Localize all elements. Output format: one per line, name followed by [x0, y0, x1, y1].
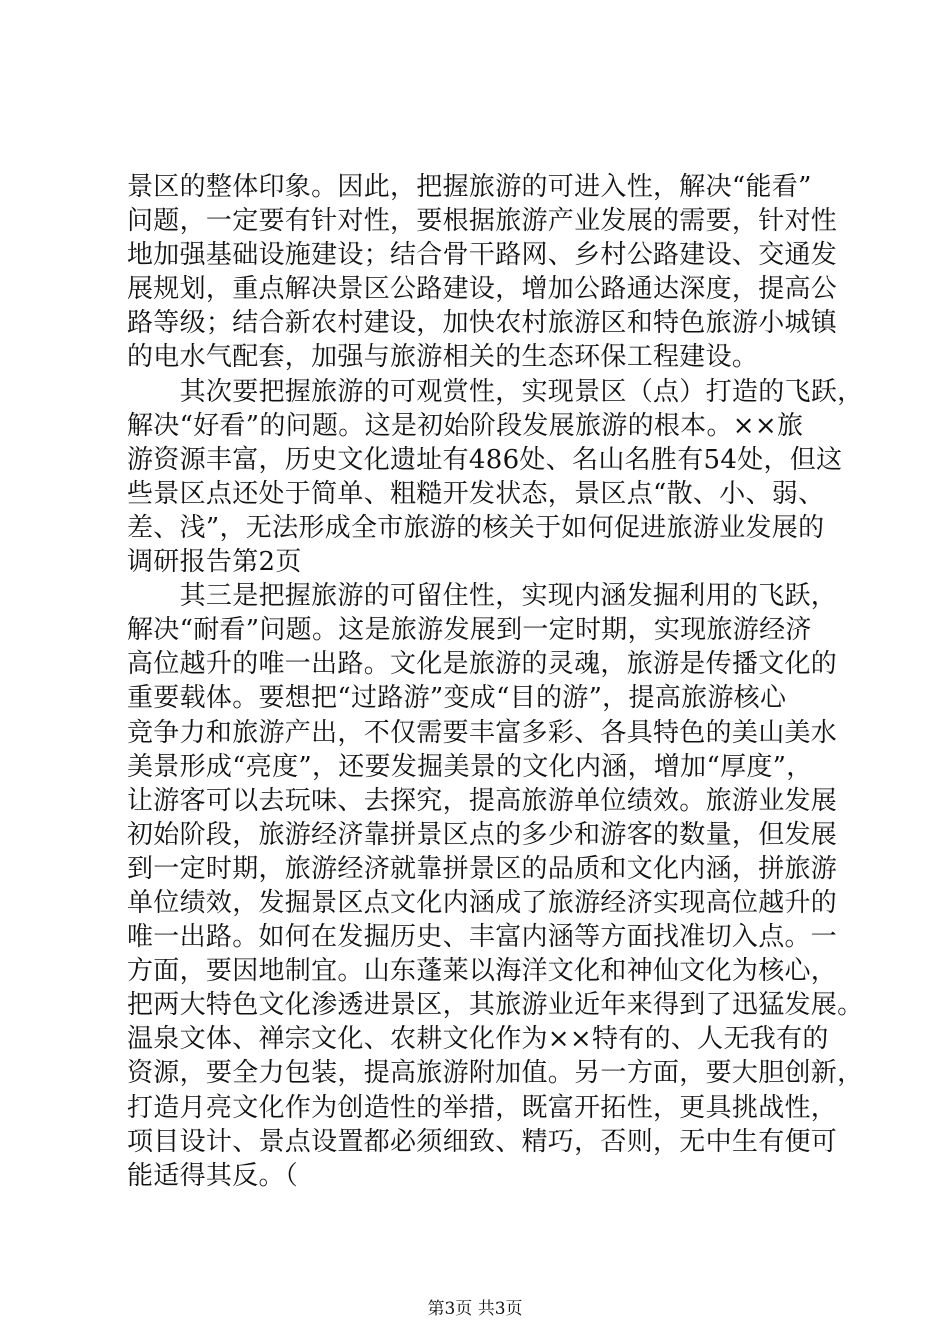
text-line: 单位绩效，发掘景区点文化内涵成了旅游经济实现高位越升的: [127, 887, 838, 918]
text-line: 把两大特色文化渗透进景区，其旅游业近年来得到了迅猛发展。: [127, 990, 864, 1021]
text-line: 让游客可以去玩味、去探究，提高旅游单位绩效。旅游业发展: [127, 785, 838, 816]
text-line: 项目设计、景点设置都必须细致、精巧，否则，无中生有便可: [127, 1126, 838, 1157]
text-line: 问题，一定要有针对性，要根据旅游产业发展的需要，针对性: [127, 206, 838, 237]
text-line: 景区的整体印象。因此，把握旅游的可进入性，解决“能看”: [127, 172, 812, 202]
text-line: 资源，要全力包装，提高旅游附加值。另一方面，要大胆创新，: [127, 1058, 864, 1089]
text-line: 能适得其反。（: [127, 1160, 299, 1191]
text-line: 重要载体。要想把“过路游”变成“目的游”，提高旅游核心: [127, 683, 787, 714]
text-line: 温泉文体、禅宗文化、农耕文化作为××特有的、人无我有的: [127, 1024, 829, 1055]
text-line: 调研报告第2页: [127, 547, 302, 578]
text-line: 些景区点还处于简单、粗糙开发状态，景区点“散、小、弱、: [127, 478, 825, 509]
text-line: 唯一出路。如何在发掘历史、丰富内涵等方面找准切入点。一: [127, 922, 838, 953]
text-line: 其次要把握旅游的可观赏性，实现景区（点）打造的飞跃，: [127, 376, 864, 407]
page-footer: [0, 1299, 950, 1319]
text-line: 路等级；结合新农村建设，加快农村旅游区和特色旅游小城镇: [127, 308, 838, 339]
text-line: 游资源丰富，历史文化遗址有486处、名山名胜有54处，但这: [127, 444, 843, 475]
text-line: 的电水气配套，加强与旅游相关的生态环保工程建设。: [127, 342, 759, 373]
text-line: 打造月亮文化作为创造性的举措，既富开拓性，更具挑战性，: [127, 1092, 838, 1123]
body-text: [127, 170, 864, 1193]
text-line: 方面，要因地制宜。山东蓬莱以海洋文化和神仙文化为核心，: [127, 956, 838, 987]
text-line: 展规划，重点解决景区公路建设，增加公路通达深度，提高公: [127, 274, 838, 305]
text-line: 差、浅”，无法形成全市旅游的核关于如何促进旅游业发展的: [127, 512, 825, 543]
page-number: 第3页 共3页: [427, 1299, 523, 1319]
text-line: 解决“好看”的问题。这是初始阶段发展旅游的根本。××旅: [127, 410, 804, 441]
text-line: 到一定时期，旅游经济就靠拼景区的品质和文化内涵，拼旅游: [127, 853, 838, 884]
text-line: 初始阶段，旅游经济靠拼景区点的多少和游客的数量，但发展: [127, 819, 838, 850]
text-line: 地加强基础设施建设；结合骨干路网、乡村公路建设、交通发: [127, 240, 838, 271]
text-line: 解决“耐看”问题。这是旅游发展到一定时期，实现旅游经济: [127, 615, 812, 646]
text-line: 竞争力和旅游产出，不仅需要丰富多彩、各具特色的美山美水: [127, 717, 838, 748]
text-line: 美景形成“亮度”，还要发掘美景的文化内涵，增加“厚度”，: [127, 751, 813, 782]
text-line: 高位越升的唯一出路。文化是旅游的灵魂，旅游是传播文化的: [127, 649, 838, 680]
text-line: 其三是把握旅游的可留住性，实现内涵发掘利用的飞跃，: [127, 581, 838, 612]
